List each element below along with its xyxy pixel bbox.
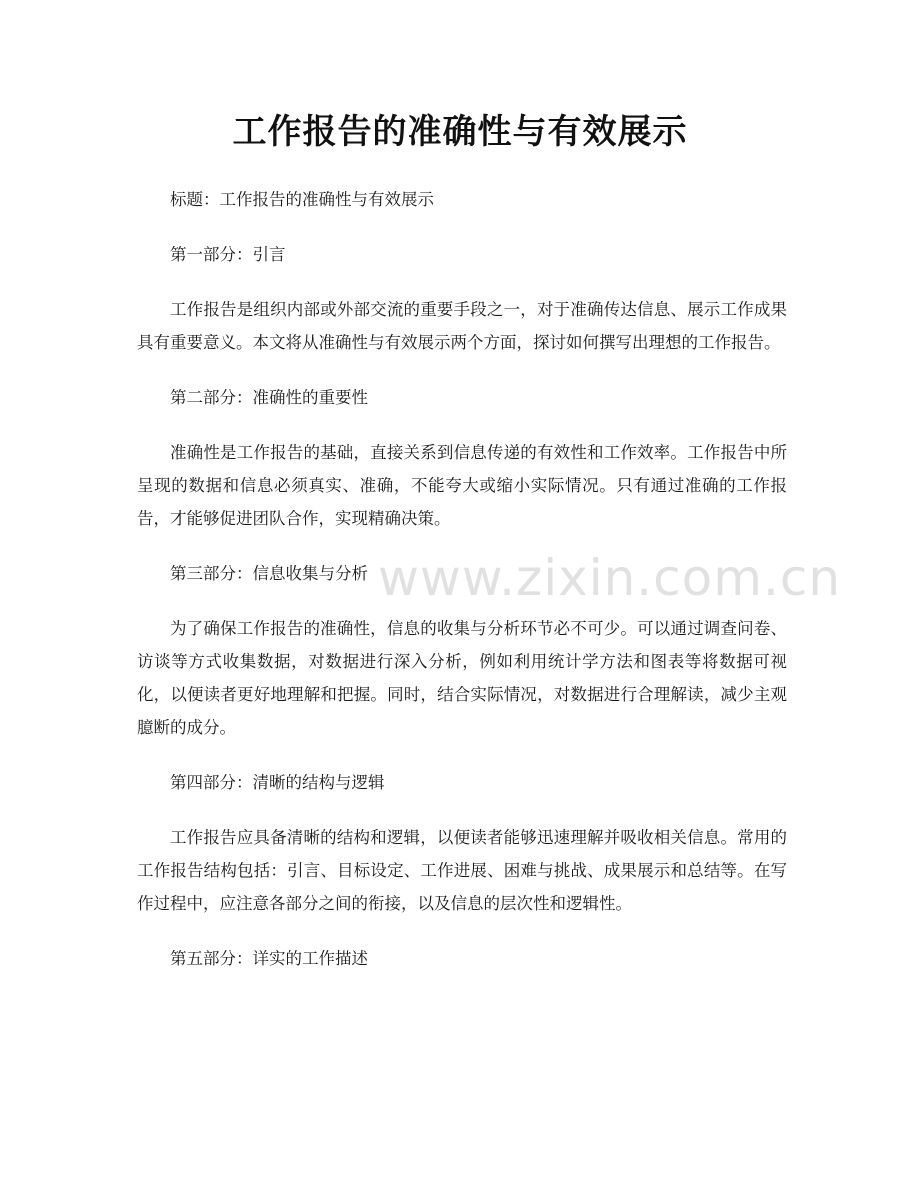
section-heading-5: 第五部分：详实的工作描述 <box>170 949 368 968</box>
section-heading-4: 第四部分：清晰的结构与逻辑 <box>170 773 385 792</box>
section-heading-1: 第一部分：引言 <box>170 245 286 264</box>
section-heading-2: 第二部分：准确性的重要性 <box>170 388 368 407</box>
section-body-3: 为了确保工作报告的准确性，信息的收集与分析环节必不可少。可以通过调查问卷、访谈等方式收集数据，对数据进行深入分析，例如利用统计学方法和图表等将数据可视化，以便读者更好地理解和把握。同时，结合实际情况，对数据进行合理解读，减少主观臆断的成分。 <box>137 619 787 737</box>
section-body-4: 工作报告应具备清晰的结构和逻辑，以便读者能够迅速理解并吸收相关信息。常用的工作报告结构包括：引言、目标设定、工作进展、困难与挑战、成果展示和总结等。在写作过程中，应注意各部分之间的衔接，以及信息的层次性和逻辑性。 <box>137 828 787 913</box>
document-body <box>137 183 787 975</box>
section-body-1: 工作报告是组织内部或外部交流的重要手段之一，对于准确传达信息、展示工作成果具有重要意义。本文将从准确性与有效展示两个方面，探讨如何撰写出理想的工作报告。 <box>137 300 787 352</box>
section-body-2: 准确性是工作报告的基础，直接关系到信息传递的有效性和工作效率。工作报告中所呈现的数据和信息必须真实、准确，不能夸大或缩小实际情况。只有通过准确的工作报告，才能够促进团队合作，实现精确决策。 <box>137 443 787 528</box>
watermark-text: www.zixin.com.cn <box>378 549 842 607</box>
document-title: 工作报告的准确性与有效展示 <box>232 112 688 152</box>
section-heading-3: 第三部分：信息收集与分析 <box>170 564 368 583</box>
subject-line: 标题：工作报告的准确性与有效展示 <box>170 190 434 209</box>
